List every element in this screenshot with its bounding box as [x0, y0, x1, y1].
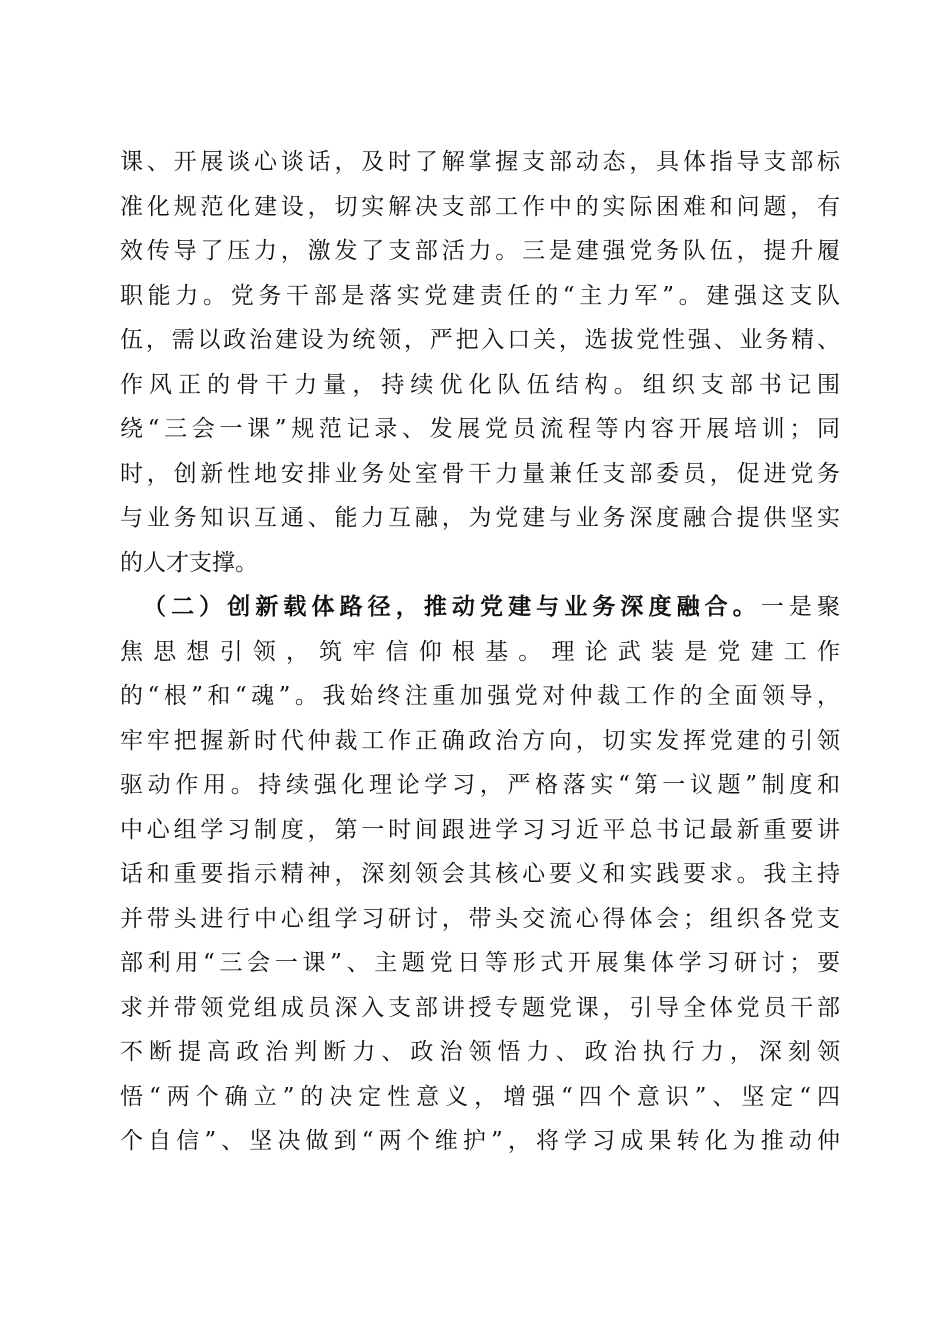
text-line: 效传导了压力，激发了支部活力。三是建强党务队伍，提升履	[120, 238, 840, 264]
text-line: 并带头进行中心组学习研讨，带头交流心得体会；组织各党支	[120, 905, 840, 932]
text-line: 绕“三会一课”规范记录、发展党员流程等内容开展培训；同	[120, 416, 840, 442]
text-line: 悟“两个确立”的决定性意义，增强“四个意识”、坚定“四	[120, 1083, 840, 1110]
text-line: 求并带领党组成员深入支部讲授专题党课，引导全体党员干部	[120, 994, 840, 1021]
text-line: 牢牢把握新时代仲裁工作正确政治方向，切实发挥党建的引领	[120, 727, 840, 754]
text-line: 驱动作用。持续强化理论学习，严格落实“第一议题”制度和	[120, 772, 840, 798]
text-line: 准化规范化建设，切实解决支部工作中的实际困难和问题，有	[120, 193, 840, 220]
paragraph-2-first-line	[120, 585, 840, 630]
text-line: 个自信”、坚决做到“两个维护”，将学习成果转化为推动仲	[120, 1128, 840, 1154]
paragraph-2	[120, 585, 840, 1164]
text-run: 一是聚	[760, 594, 841, 620]
text-line: 伍，需以政治建设为统领，严把入口关，选拔党性强、业务精、	[120, 327, 840, 353]
text-line: 的“根”和“魂”。我始终注重加强党对仲裁工作的全面领导，	[120, 683, 840, 709]
section-heading: （二）创新载体路径，推动党建与业务深度融合。	[143, 593, 761, 620]
body-text	[120, 140, 840, 1164]
text-line: 焦思想引领，筑牢信仰根基。理论武装是党建工作	[120, 638, 840, 665]
text-line: 与业务知识互通、能力互融，为党建与业务深度融合提供坚实	[120, 505, 840, 531]
text-line: 的人才支撑。	[120, 549, 258, 576]
text-line: 作风正的骨干力量，持续优化队伍结构。组织支部书记围	[120, 371, 840, 398]
paragraph-1	[120, 140, 840, 585]
text-line: 部利用“三会一课”、主题党日等形式开展集体学习研讨；要	[120, 950, 840, 976]
text-line: 课、开展谈心谈话，及时了解掌握支部动态，具体指导支部标	[120, 149, 840, 175]
text-line: 话和重要指示精神，深刻领会其核心要义和实践要求。我主持	[120, 861, 840, 887]
text-line: 中心组学习制度，第一时间跟进学习习近平总书记最新重要讲	[120, 816, 840, 843]
text-line: 不断提高政治判断力、政治领悟力、政治执行力，深刻领	[120, 1039, 840, 1065]
text-line: 时，创新性地安排业务处室骨干力量兼任支部委员，促进党务	[120, 460, 840, 487]
text-line: 职能力。党务干部是落实党建责任的“主力军”。建强这支队	[120, 282, 840, 309]
